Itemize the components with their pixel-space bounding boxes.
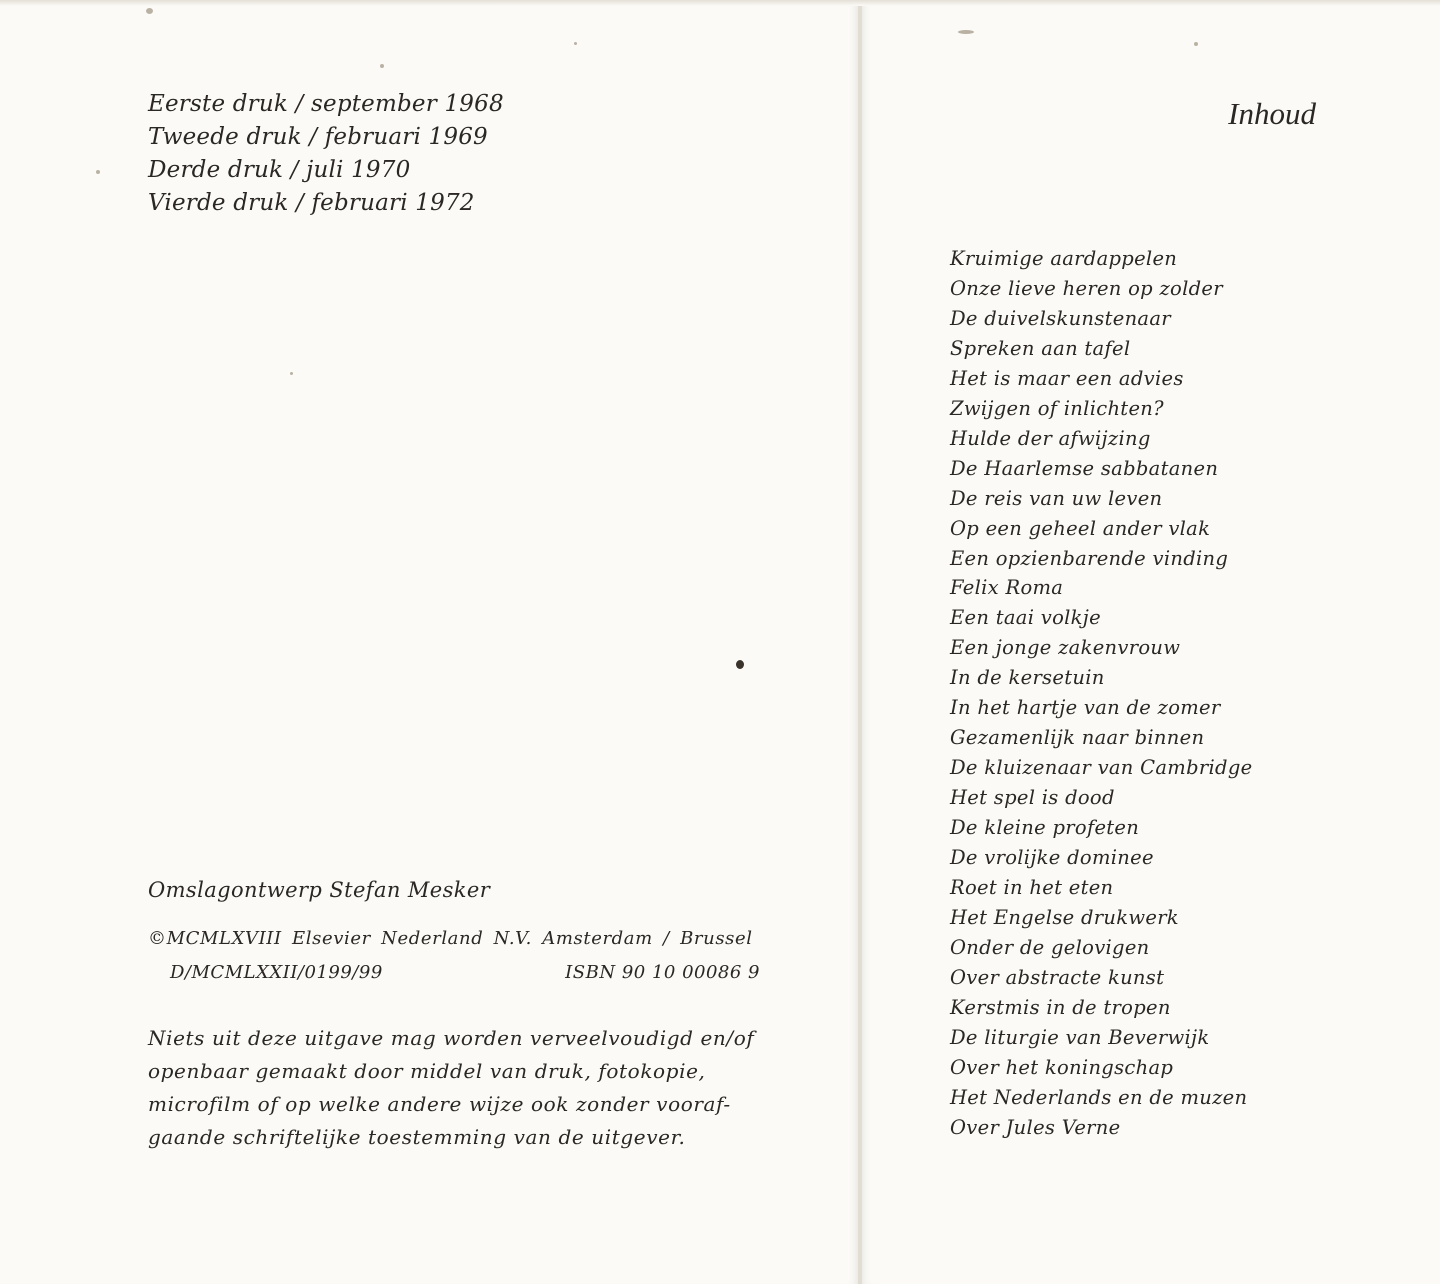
contents-entry: Over Jules Verne: [950, 1115, 1121, 1139]
contents-entry: Op een geheel ander vlak: [950, 516, 1211, 540]
contents-entry: De duivelskunstenaar: [950, 306, 1171, 330]
contents-entry: In het hartje van de zomer: [950, 696, 1221, 720]
edition-line: Vierde druk / februari 1972: [148, 190, 475, 216]
printing-history: [148, 88, 504, 220]
paper-speck: [96, 170, 100, 174]
contents-entry: Hulde der afwijzing: [950, 426, 1151, 450]
contents-entry: Onze lieve heren op zolder: [950, 276, 1223, 300]
contents-entry: Het Nederlands en de muzen: [950, 1085, 1248, 1109]
contents-entry: Kerstmis in de tropen: [950, 995, 1171, 1019]
paper-speck: [958, 30, 974, 34]
contents-entry: De Haarlemse sabbatanen: [950, 456, 1219, 480]
contents-entry: De vrolijke dominee: [950, 846, 1154, 870]
deposit-number: D/MCMLXXII/0199/99: [170, 962, 383, 983]
rights-line: microfilm of op welke andere wijze ook zonder vooraf-: [148, 1092, 731, 1116]
contents-entry: Onder de gelovigen: [950, 935, 1150, 959]
contents-entry: Gezamenlijk naar binnen: [950, 726, 1205, 750]
table-of-contents: [950, 244, 1252, 1143]
isbn-number: ISBN 90 10 00086 9: [565, 962, 760, 983]
contents-entry: De liturgie van Beverwijk: [950, 1025, 1210, 1049]
copyright-notice: ©MCMLXVIII Elsevier Nederland N.V. Amsterdam / Brussel: [148, 928, 753, 949]
paper-speck: [1194, 42, 1198, 46]
paper-speck: [290, 372, 293, 375]
contents-entry: Zwijgen of inlichten?: [950, 396, 1164, 420]
paper-speck: [146, 8, 153, 14]
contents-entry: In de kersetuin: [950, 666, 1105, 690]
contents-entry: Felix Roma: [950, 576, 1064, 600]
edition-line: Eerste druk / september 1968: [148, 91, 504, 117]
paper-speck: [574, 42, 577, 45]
contents-entry: Een taai volkje: [950, 606, 1101, 630]
contents-entry: De reis van uw leven: [950, 486, 1163, 510]
page-top-edge: [0, 0, 1440, 6]
rights-line: openbaar gemaakt door middel van druk, fotokopie,: [148, 1059, 706, 1083]
edition-line: Derde druk / juli 1970: [148, 157, 411, 183]
cover-design-credit: Omslagontwerp Stefan Mesker: [148, 878, 491, 902]
edition-line: Tweede druk / februari 1969: [148, 124, 488, 150]
contents-entry: De kluizenaar van Cambridge: [950, 756, 1253, 780]
contents-entry: Spreken aan tafel: [950, 336, 1131, 360]
contents-entry: Kruimige aardappelen: [950, 247, 1178, 270]
contents-entry: Over het koningschap: [950, 1055, 1174, 1079]
contents-entry: Het Engelse drukwerk: [950, 905, 1179, 929]
publication-codes: [170, 962, 760, 983]
contents-entry: Een opzienbarende vinding: [950, 546, 1229, 570]
rights-line: Niets uit deze uitgave mag worden verveelvoudigd en/of: [148, 1026, 755, 1050]
paper-speck: [380, 64, 384, 68]
contents-title: Inhoud: [1228, 96, 1316, 131]
contents-entry: Over abstracte kunst: [950, 965, 1165, 989]
contents-entry: Roet in het eten: [950, 876, 1114, 900]
contents-entry: Het spel is dood: [950, 786, 1115, 810]
rights-line: gaande schriftelijke toestemming van de uitgever.: [148, 1125, 686, 1149]
rights-statement: [148, 1022, 788, 1154]
contents-entry: Het is maar een advies: [950, 366, 1184, 390]
contents-entry: De kleine profeten: [950, 816, 1140, 840]
contents-entry: Een jonge zakenvrouw: [950, 636, 1181, 660]
paper-speck: [736, 660, 744, 669]
